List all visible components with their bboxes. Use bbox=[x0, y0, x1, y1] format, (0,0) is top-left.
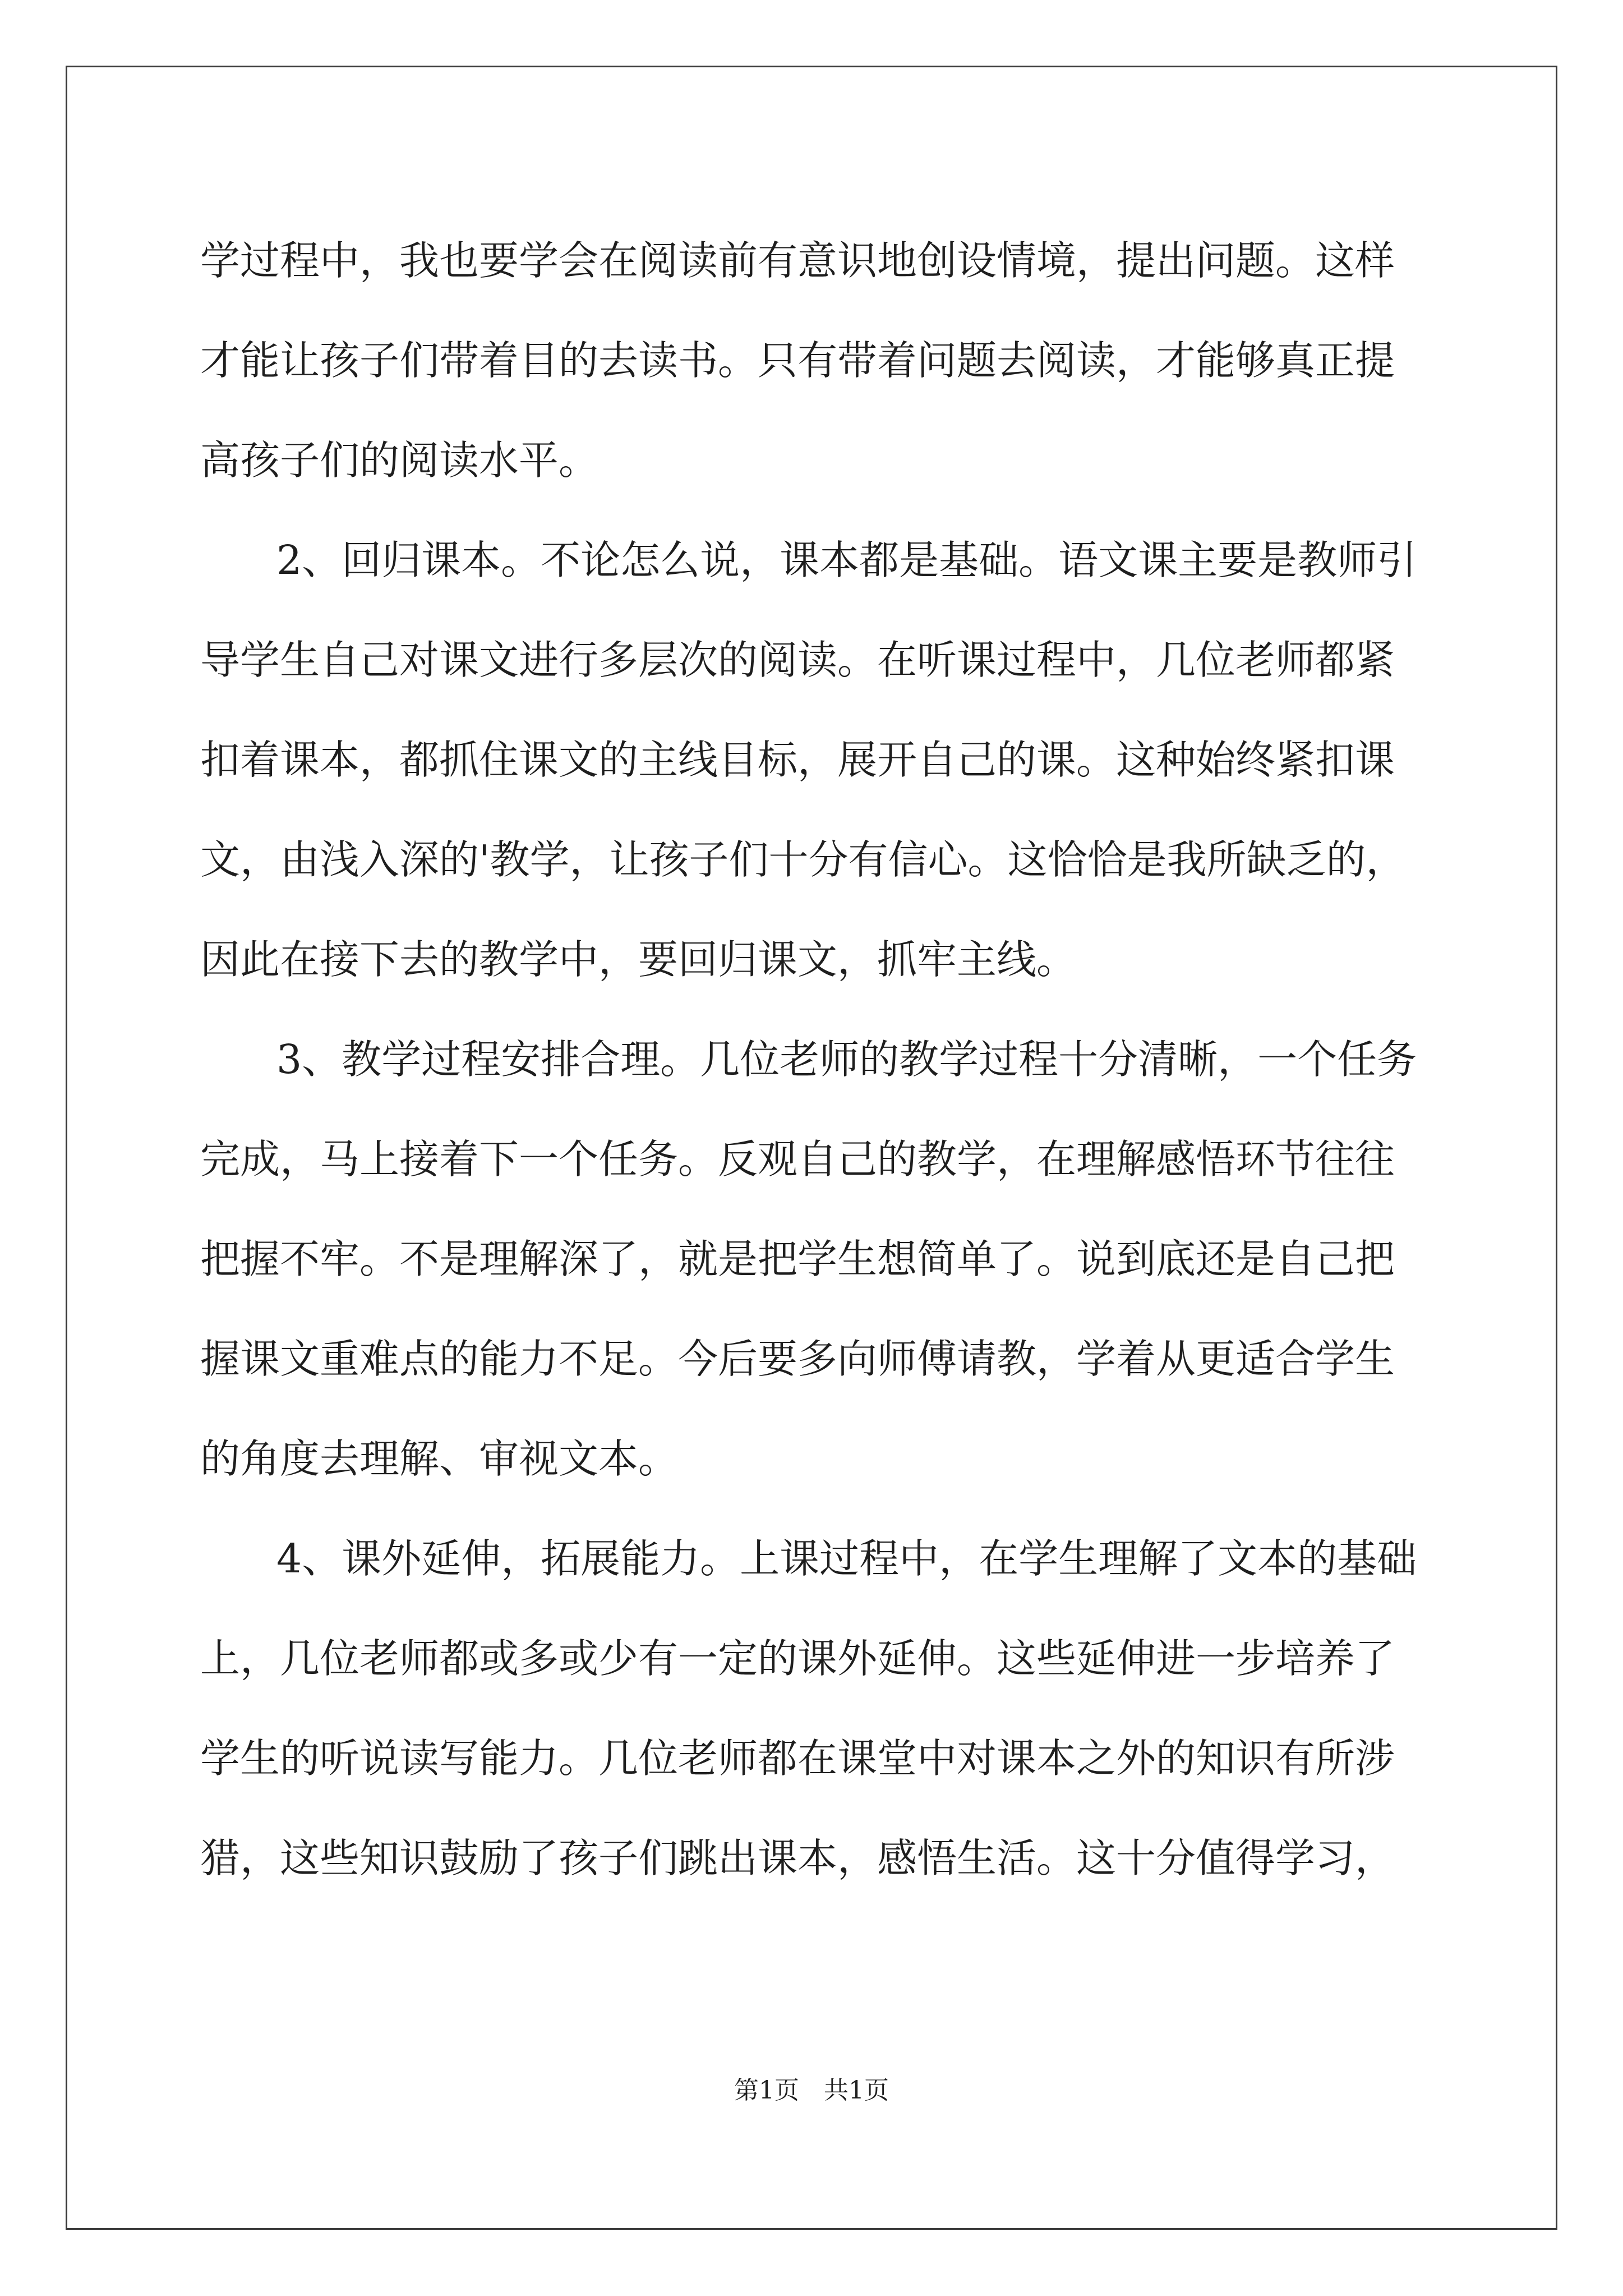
text-line: 把握不牢。不是理解深了，就是把学生想简单了。说到底还是自己把 bbox=[200, 1236, 1395, 1282]
text-line: 高孩子们的阅读水平。 bbox=[200, 437, 599, 484]
text-line: 才能让孩子们带着目的去读书。只有带着问题去阅读，才能够真正提 bbox=[200, 337, 1395, 384]
document-body bbox=[200, 211, 1434, 1908]
paragraph-2-first-line: 2、回归课本。不论怎么说，课本都是基础。语文课主要是教师引 bbox=[276, 537, 1417, 583]
paragraph-4-first-line: 4、课外延伸，拓展能力。上课过程中，在学生理解了文本的基础 bbox=[276, 1535, 1417, 1582]
page-footer bbox=[0, 2074, 1623, 2108]
text-line: 猎，这些知识鼓励了孩子们跳出课本，感悟生活。这十分值得学习， bbox=[200, 1835, 1395, 1881]
text-line: 上，几位老师都或多或少有一定的课外延伸。这些延伸进一步培养了 bbox=[200, 1635, 1395, 1682]
text-line: 因此在接下去的教学中，要回归课文，抓牢主线。 bbox=[200, 936, 1077, 983]
paragraph-3-first-line: 3、教学过程安排合理。几位老师的教学过程十分清晰，一个任务 bbox=[276, 1036, 1417, 1083]
text-line: 完成，马上接着下一个任务。反观自己的教学，在理解感悟环节往往 bbox=[200, 1136, 1395, 1182]
text-line: 学生的听说读写能力。几位老师都在课堂中对课本之外的知识有所涉 bbox=[200, 1735, 1395, 1782]
text-line: 扣着课本，都抓住课文的主线目标，展开自己的课。这种始终紧扣课 bbox=[200, 737, 1395, 783]
page-total: 共1页 bbox=[824, 2076, 889, 2105]
text-line: 文，由浅入深的'教学，让孩子们十分有信心。这恰恰是我所缺乏的， bbox=[200, 836, 1406, 883]
text-line: 学过程中，我也要学会在阅读前有意识地创设情境，提出问题。这样 bbox=[200, 237, 1395, 284]
page-number: 第1页 bbox=[734, 2076, 799, 2105]
text-line: 握课文重难点的能力不足。今后要多向师傅请教，学着从更适合学生 bbox=[200, 1336, 1395, 1382]
text-line: 的角度去理解、审视文本。 bbox=[200, 1435, 679, 1482]
text-line: 导学生自己对课文进行多层次的阅读。在听课过程中，几位老师都紧 bbox=[200, 637, 1395, 683]
